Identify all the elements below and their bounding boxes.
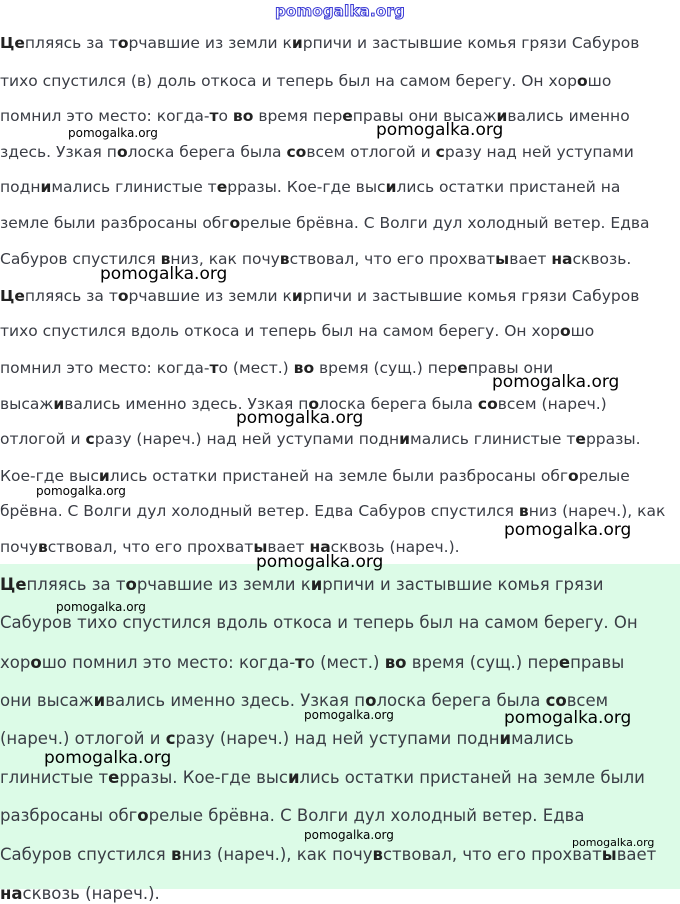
highlighted-letter: Ц bbox=[0, 575, 16, 594]
text-segment: релые bbox=[578, 467, 630, 485]
highlighted-letter: е bbox=[15, 575, 27, 594]
text-segment: ствовал, что его прохват bbox=[289, 250, 496, 268]
highlighted-letter: на bbox=[309, 538, 331, 556]
highlighted-letter: о bbox=[117, 287, 129, 305]
text-line bbox=[0, 213, 650, 233]
text-segment: помнил это место: когда- bbox=[0, 107, 210, 125]
text-segment: вались именно здесь. Узкая п bbox=[64, 395, 309, 413]
highlighted-letter: ы bbox=[601, 845, 617, 864]
text-segment: лись остатки пристаней на земле были bbox=[299, 768, 645, 787]
text-segment: всем отлогой и bbox=[306, 143, 436, 161]
text-segment: время (сущ.) пер bbox=[314, 359, 458, 377]
highlighted-letter: т bbox=[295, 653, 305, 672]
text-segment: всем (нареч.) bbox=[497, 395, 607, 413]
text-segment: всем bbox=[566, 691, 609, 710]
highlighted-letter: со bbox=[545, 691, 567, 710]
watermark: pomogalka.org bbox=[572, 836, 655, 849]
text-segment: вались именно здесь. Узкая п bbox=[105, 691, 366, 710]
text-segment: разу (нареч.) над ней уступами подн bbox=[94, 430, 400, 448]
text-segment: тихо спустился (в) доль откоса и теперь был на самом берегу. Он хор bbox=[0, 72, 577, 90]
text-segment: вает bbox=[616, 845, 657, 864]
watermark: pomogalka.org bbox=[36, 484, 126, 498]
text-segment: правы они bbox=[467, 359, 554, 377]
watermark: pomogalka.org bbox=[492, 372, 620, 392]
text-segment: правы bbox=[570, 653, 625, 672]
highlighted-letter: в bbox=[372, 845, 383, 864]
text-segment: лись остатки пристаней на земле были разбросаны обг bbox=[109, 467, 569, 485]
text-segment: о (мест.) bbox=[218, 359, 294, 377]
highlighted-letter: е bbox=[14, 287, 25, 305]
text-segment: рразы. bbox=[585, 430, 641, 448]
watermark: pomogalka.org bbox=[56, 600, 146, 614]
text-segment: глинистые т bbox=[0, 768, 109, 787]
highlighted-letter: со bbox=[286, 143, 307, 161]
highlighted-letter: о bbox=[229, 214, 241, 232]
highlighted-letter: Ц bbox=[0, 34, 15, 52]
text-segment: рчавшие из земли к bbox=[128, 287, 292, 305]
highlighted-letter: на bbox=[0, 884, 23, 903]
text-segment: разу над ней уступами bbox=[444, 143, 634, 161]
highlighted-letter: в bbox=[160, 250, 171, 268]
text-segment: рразы. Кое-где выс bbox=[119, 768, 288, 787]
watermark: pomogalka.org bbox=[68, 126, 158, 140]
text-segment: рчавшие из земли к bbox=[128, 34, 292, 52]
text-segment: почу bbox=[0, 538, 38, 556]
text-line bbox=[0, 806, 584, 826]
text-segment: пляясь за т bbox=[24, 34, 118, 52]
text-line bbox=[0, 729, 574, 749]
watermark: pomogalka.org bbox=[304, 828, 394, 842]
text-line bbox=[0, 106, 630, 126]
text-segment: лоска берега была bbox=[127, 143, 287, 161]
text-segment: шо bbox=[570, 322, 595, 340]
highlighted-letter: в bbox=[37, 538, 48, 556]
highlighted-letter: с bbox=[85, 430, 95, 448]
text-segment: мались bbox=[511, 729, 574, 748]
text-line bbox=[0, 321, 594, 341]
text-line bbox=[0, 575, 603, 595]
highlighted-letter: в bbox=[518, 502, 529, 520]
watermark: pomogalka.org bbox=[100, 264, 228, 284]
highlighted-letter: о bbox=[137, 806, 149, 825]
text-line bbox=[0, 653, 624, 673]
text-segment: сквозь (нареч.). bbox=[22, 884, 160, 903]
text-segment: шо bbox=[587, 72, 612, 90]
text-segment: лоска берега была bbox=[319, 395, 478, 413]
text-line bbox=[0, 845, 656, 865]
text-segment: релые брёвна. С Волги дул холодный ветер. Едва bbox=[148, 806, 585, 825]
text-segment: время (сущ.) пер bbox=[406, 653, 559, 672]
watermark: pomogalka.org bbox=[504, 708, 632, 728]
highlighted-letter: и bbox=[287, 768, 300, 787]
highlighted-letter: и bbox=[40, 178, 52, 196]
highlighted-letter: и bbox=[291, 34, 303, 52]
text-segment: рпичи и застывшие комья грязи bbox=[322, 575, 604, 594]
text-segment: лоска берега была bbox=[376, 691, 546, 710]
highlighted-letter: е bbox=[216, 178, 228, 196]
highlighted-letter: и bbox=[499, 729, 512, 748]
highlighted-letter: о bbox=[577, 72, 588, 90]
text-segment: низ (нареч.), как почу bbox=[181, 845, 373, 864]
text-segment: подн bbox=[0, 178, 41, 196]
text-segment: рразы. Кое-где выс bbox=[227, 178, 386, 196]
highlighted-letter: е bbox=[108, 768, 120, 787]
text-line bbox=[0, 33, 639, 53]
text-line bbox=[0, 249, 631, 269]
highlighted-letter: во bbox=[232, 107, 254, 125]
highlighted-letter: о bbox=[125, 575, 137, 594]
text-segment: вались именно bbox=[507, 107, 630, 125]
text-segment: Сабуров спустился bbox=[0, 845, 171, 864]
highlighted-letter: во bbox=[293, 359, 315, 377]
text-line bbox=[0, 768, 645, 788]
text-segment: сквозь. bbox=[572, 250, 632, 268]
text-segment: вает bbox=[267, 538, 310, 556]
highlighted-letter: о bbox=[365, 691, 377, 710]
text-line bbox=[0, 142, 634, 162]
highlighted-letter: и bbox=[93, 691, 106, 710]
text-segment: сквозь (нареч.). bbox=[330, 538, 460, 556]
text-segment: хор bbox=[0, 653, 31, 672]
highlighted-letter: и bbox=[496, 107, 508, 125]
highlighted-letter: т bbox=[209, 359, 219, 377]
text-line bbox=[0, 71, 611, 91]
text-segment: ствовал, что его прохват bbox=[382, 845, 602, 864]
highlighted-letter: т bbox=[209, 107, 219, 125]
highlighted-letter: и bbox=[53, 395, 65, 413]
text-segment: Сабуров тихо спустился вдоль откоса и теперь был на самом берегу. Он bbox=[0, 613, 638, 632]
highlighted-letter: о bbox=[30, 653, 42, 672]
highlighted-letter: е bbox=[575, 430, 586, 448]
highlighted-letter: на bbox=[551, 250, 573, 268]
text-segment: вает bbox=[509, 250, 552, 268]
watermark: pomogalka.org bbox=[256, 552, 384, 572]
text-segment: рпичи и застывшие комья грязи Сабуров bbox=[302, 34, 640, 52]
text-segment: релые брёвна. С Волги дул холодный ветер. Едва bbox=[240, 214, 650, 232]
text-segment: мались глинистые т bbox=[410, 430, 576, 448]
text-line bbox=[0, 613, 638, 633]
text-segment: лись остатки пристаней на bbox=[396, 178, 621, 196]
highlighted-letter: с bbox=[435, 143, 445, 161]
highlighted-letter: о bbox=[559, 322, 571, 340]
text-segment: ствовал, что его прохват bbox=[47, 538, 254, 556]
highlighted-letter: о bbox=[116, 143, 128, 161]
text-segment: тихо спустился вдоль откоса и теперь был на самом берегу. Он хор bbox=[0, 322, 560, 340]
text-segment: брёвна. С Волги дул холодный ветер. Едва Сабуров спустился bbox=[0, 502, 519, 520]
highlighted-letter: ы bbox=[253, 538, 268, 556]
text-segment: низ, как почу bbox=[170, 250, 280, 268]
highlighted-letter: е bbox=[14, 34, 25, 52]
highlighted-letter: со bbox=[477, 395, 498, 413]
text-line bbox=[0, 466, 630, 486]
text-line bbox=[0, 177, 620, 197]
highlighted-letter: е bbox=[342, 107, 353, 125]
text-segment: рпичи и застывшие комья грязи Сабуров bbox=[302, 287, 640, 305]
text-line bbox=[0, 429, 641, 449]
highlighted-letter: е bbox=[457, 359, 468, 377]
text-segment: здесь. Узкая п bbox=[0, 143, 117, 161]
highlighted-letter: и bbox=[310, 575, 323, 594]
text-line bbox=[0, 884, 160, 904]
highlighted-letter: и bbox=[291, 287, 303, 305]
watermark: pomogalka.org bbox=[44, 748, 172, 768]
text-segment: разу (нареч.) над ней уступами подн bbox=[175, 729, 500, 748]
highlighted-letter: Ц bbox=[0, 287, 15, 305]
watermark: pomogalka.org bbox=[236, 408, 364, 428]
watermark: pomogalka.org bbox=[376, 120, 504, 140]
text-segment: пляясь за т bbox=[24, 287, 118, 305]
text-segment: о bbox=[218, 107, 233, 125]
text-segment: помнил это место: когда- bbox=[0, 359, 210, 377]
highlighted-letter: о bbox=[308, 395, 320, 413]
highlighted-letter: в bbox=[279, 250, 290, 268]
highlighted-letter: о bbox=[568, 467, 579, 485]
text-line bbox=[0, 286, 639, 306]
text-segment: они высаж bbox=[0, 691, 94, 710]
highlighted-letter: в bbox=[170, 845, 182, 864]
text-segment: мались глинистые т bbox=[51, 178, 217, 196]
text-segment: правы они высаж bbox=[352, 107, 497, 125]
text-line bbox=[0, 358, 553, 378]
highlighted-letter: во bbox=[384, 653, 407, 672]
watermark: pomogalka.org bbox=[304, 708, 394, 722]
text-line bbox=[0, 501, 665, 521]
text-line bbox=[0, 537, 460, 557]
text-segment: (нареч.) отлогой и bbox=[0, 729, 166, 748]
plain-text-block bbox=[0, 26, 680, 284]
highlighted-letter: о bbox=[117, 34, 129, 52]
highlighted-letter: и bbox=[399, 430, 411, 448]
text-segment: время пер bbox=[253, 107, 343, 125]
text-segment: земле были разбросаны обг bbox=[0, 214, 230, 232]
text-segment: разбросаны обг bbox=[0, 806, 138, 825]
watermark: pomogalka.org bbox=[504, 520, 632, 540]
text-segment: рчавшие из земли к bbox=[136, 575, 311, 594]
highlighted-letter: с bbox=[165, 729, 176, 748]
site-header-logo[interactable]: pomogalka.org bbox=[275, 2, 405, 20]
text-segment: Кое-где выс bbox=[0, 467, 99, 485]
text-segment: пляясь за т bbox=[26, 575, 126, 594]
text-segment: отлогой и bbox=[0, 430, 86, 448]
text-segment: о (мест.) bbox=[304, 653, 385, 672]
highlighted-letter: и bbox=[98, 467, 110, 485]
highlighted-letter: е bbox=[558, 653, 571, 672]
text-segment: Сабуров спустился bbox=[0, 250, 161, 268]
text-segment: шо помнил это место: когда- bbox=[41, 653, 296, 672]
highlighted-letter: ы bbox=[495, 250, 510, 268]
highlighted-letter: и bbox=[385, 178, 397, 196]
text-segment: высаж bbox=[0, 395, 54, 413]
text-segment: низ (нареч.), как bbox=[528, 502, 666, 520]
